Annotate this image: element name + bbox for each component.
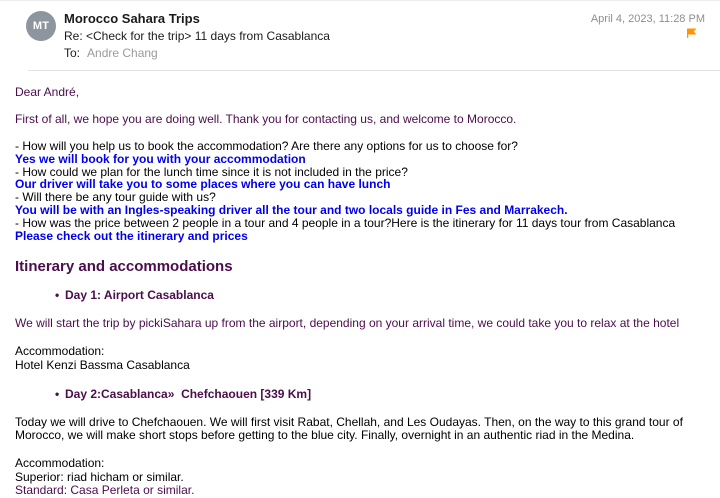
bullet-dot-icon: • — [55, 387, 60, 402]
answer-line: You will be with an Ingles-speaking driver all the tour and two locals guide in Fes and Marrakech. — [15, 202, 568, 217]
day1-accommodation — [15, 345, 705, 372]
question-line: - Will there be any tour guide with us? — [15, 190, 216, 205]
day2-bullet — [15, 388, 705, 401]
question-line: - How could we plan for the lunch time since it is not included in the price? — [15, 164, 408, 179]
day1-bullet — [15, 289, 705, 302]
email-body[interactable] — [0, 71, 720, 498]
accommodation-superior: Superior: riad hicham or similar. — [15, 469, 184, 484]
greeting-line: Dear André, — [15, 85, 80, 99]
accommodation-label: Accommodation: — [15, 344, 105, 359]
day1-title: Day 1: Airport Casablanca — [65, 288, 214, 303]
header-separator — [28, 70, 720, 71]
answer-line: Our driver will take you to some places where you can have lunch — [15, 177, 391, 192]
question-line: - How was the price between 2 people in a tour and 4 people in a tour?Here is the itinerary for 11 days tour from Casablanca — [15, 215, 676, 230]
accommodation-label: Accommodation: — [15, 456, 105, 471]
day2-title: Day 2:Casablanca» Chefchaouen [339 Km] — [65, 387, 312, 402]
question-answer-block — [15, 140, 705, 242]
to-label: To: — [64, 46, 81, 60]
message-date: April 4, 2023, 11:28 PM — [590, 13, 705, 25]
flag-icon-glyph — [685, 27, 699, 41]
intro-line: First of all, we hope you are doing well. Thank you for contacting us, and welcome to Morocco. — [15, 112, 517, 126]
subject-line: Re: <Check for the trip> 11 days from Casablanca — [64, 29, 330, 43]
day2-accommodation — [15, 457, 705, 498]
answer-line: Yes we will book for you with your accommodation — [15, 151, 306, 166]
sender-avatar-initials: MT — [32, 20, 50, 32]
day1-description: We will start the trip by pickiSahara up from the airport, depending on your arrival time, we could take you to relax at the hotel — [15, 316, 680, 331]
recipient-name[interactable]: Andre Chang — [87, 46, 158, 60]
answer-line: Please check out the itinerary and prices — [15, 228, 248, 243]
day2-description: Today we will drive to Chefchaouen. We will first visit Rabat, Chellah, and Les Oudayas. Then, on the way to this grand tour of Morocco, we will make short stops before getting to the blue city. Finally, overnight in an authentic riad in the Medina. — [15, 415, 683, 443]
itinerary-section-title: Itinerary and accommodations — [15, 258, 233, 276]
accommodation-standard: Standard: Casa Perleta or similar. — [15, 483, 195, 498]
sender-name: Morocco Sahara Trips — [64, 11, 200, 26]
bullet-dot-icon: • — [55, 288, 60, 303]
recipient-row — [64, 46, 158, 60]
question-line: - How will you help us to book the accommodation? Are there any options for us to choose for? — [15, 139, 518, 153]
flag-icon[interactable] — [685, 27, 699, 41]
email-header — [0, 1, 720, 71]
sender-avatar — [26, 11, 56, 41]
accommodation-hotel: Hotel Kenzi Bassma Casablanca — [15, 357, 190, 372]
